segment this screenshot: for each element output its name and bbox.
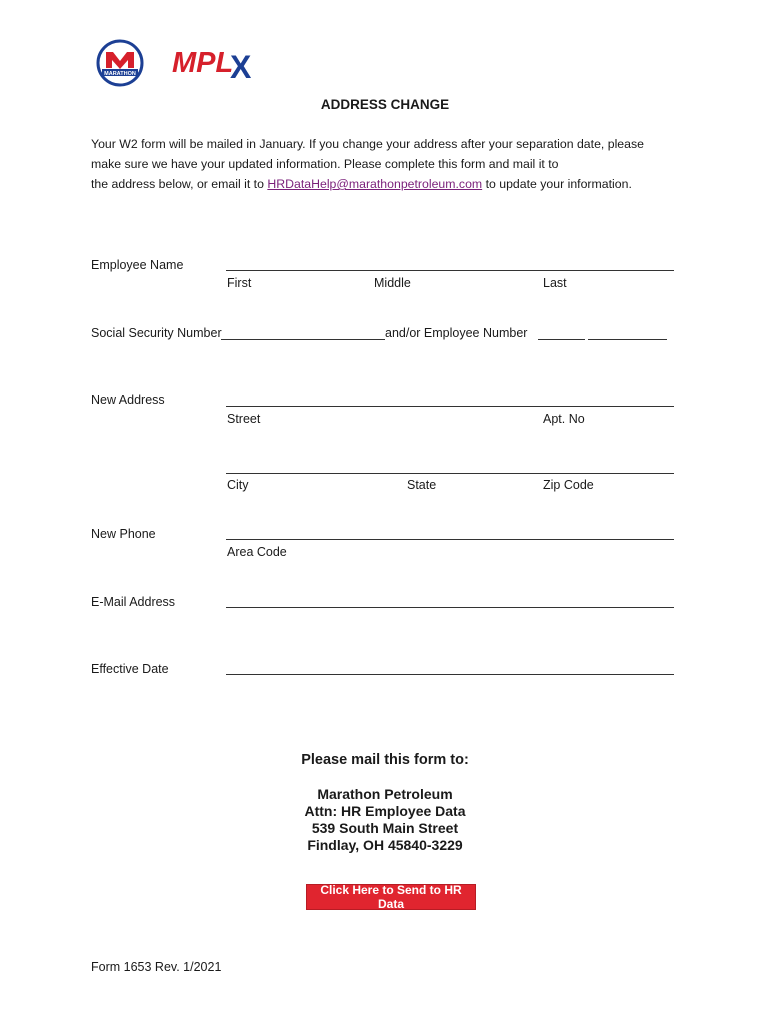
intro-line-3-post: to update your information. bbox=[482, 177, 632, 191]
new-phone-label: New Phone bbox=[91, 527, 156, 541]
ssn-label: Social Security Number bbox=[91, 326, 222, 340]
intro-paragraph bbox=[91, 134, 691, 194]
last-name-label: Last bbox=[543, 276, 567, 290]
intro-line-3 bbox=[91, 174, 691, 194]
mplx-logo-left: MPL bbox=[172, 47, 234, 79]
mailing-address bbox=[0, 786, 770, 854]
mailing-line-2: Attn: HR Employee Data bbox=[304, 803, 466, 819]
street-label: Street bbox=[227, 412, 261, 426]
area-code-label: Area Code bbox=[227, 545, 287, 559]
employee-number-field-1[interactable] bbox=[538, 339, 585, 340]
form-revision: Form 1653 Rev. 1/2021 bbox=[91, 960, 222, 974]
street-field[interactable] bbox=[226, 406, 674, 407]
intro-line-1: Your W2 form will be mailed in January. If you change your address after your separation date, please bbox=[91, 137, 644, 151]
mailing-line-4: Findlay, OH 45840-3229 bbox=[307, 837, 463, 853]
new-address-label: New Address bbox=[91, 393, 165, 407]
zip-label: Zip Code bbox=[543, 478, 594, 492]
mail-heading: Please mail this form to: bbox=[301, 752, 469, 768]
page-title: ADDRESS CHANGE bbox=[320, 97, 450, 112]
send-to-hr-button[interactable]: Click Here to Send to HR Data bbox=[306, 884, 476, 910]
employee-name-label: Employee Name bbox=[91, 258, 184, 272]
mailing-line-3: 539 South Main Street bbox=[311, 820, 459, 836]
city-state-zip-field[interactable] bbox=[226, 473, 674, 474]
employee-number-label: and/or Employee Number bbox=[385, 326, 528, 340]
email-address-field[interactable] bbox=[226, 607, 674, 608]
state-label: State bbox=[407, 478, 437, 492]
mailing-line-1: Marathon Petroleum bbox=[317, 786, 453, 802]
ssn-field[interactable] bbox=[221, 339, 385, 340]
city-label: City bbox=[227, 478, 249, 492]
marathon-logo bbox=[90, 38, 150, 88]
email-link[interactable]: HRDataHelp@marathonpetroleum.com bbox=[267, 177, 483, 191]
middle-name-label: Middle bbox=[374, 276, 411, 290]
first-name-label: First bbox=[227, 276, 252, 290]
apt-label: Apt. No bbox=[543, 412, 585, 426]
effective-date-field[interactable] bbox=[226, 674, 674, 675]
employee-name-field[interactable] bbox=[226, 270, 674, 271]
employee-number-field-2[interactable] bbox=[588, 339, 667, 340]
marathon-logo-text: MARATHON bbox=[104, 71, 136, 77]
phone-field[interactable] bbox=[226, 539, 674, 540]
mplx-logo-x: X bbox=[230, 49, 252, 84]
effective-date-label: Effective Date bbox=[91, 662, 169, 676]
mplx-logo bbox=[170, 42, 270, 84]
intro-line-3-pre: the address below, or email it to bbox=[91, 177, 268, 191]
intro-line-2: make sure we have your updated information. Please complete this form and mail it to bbox=[91, 157, 559, 171]
email-address-label: E-Mail Address bbox=[91, 595, 176, 609]
